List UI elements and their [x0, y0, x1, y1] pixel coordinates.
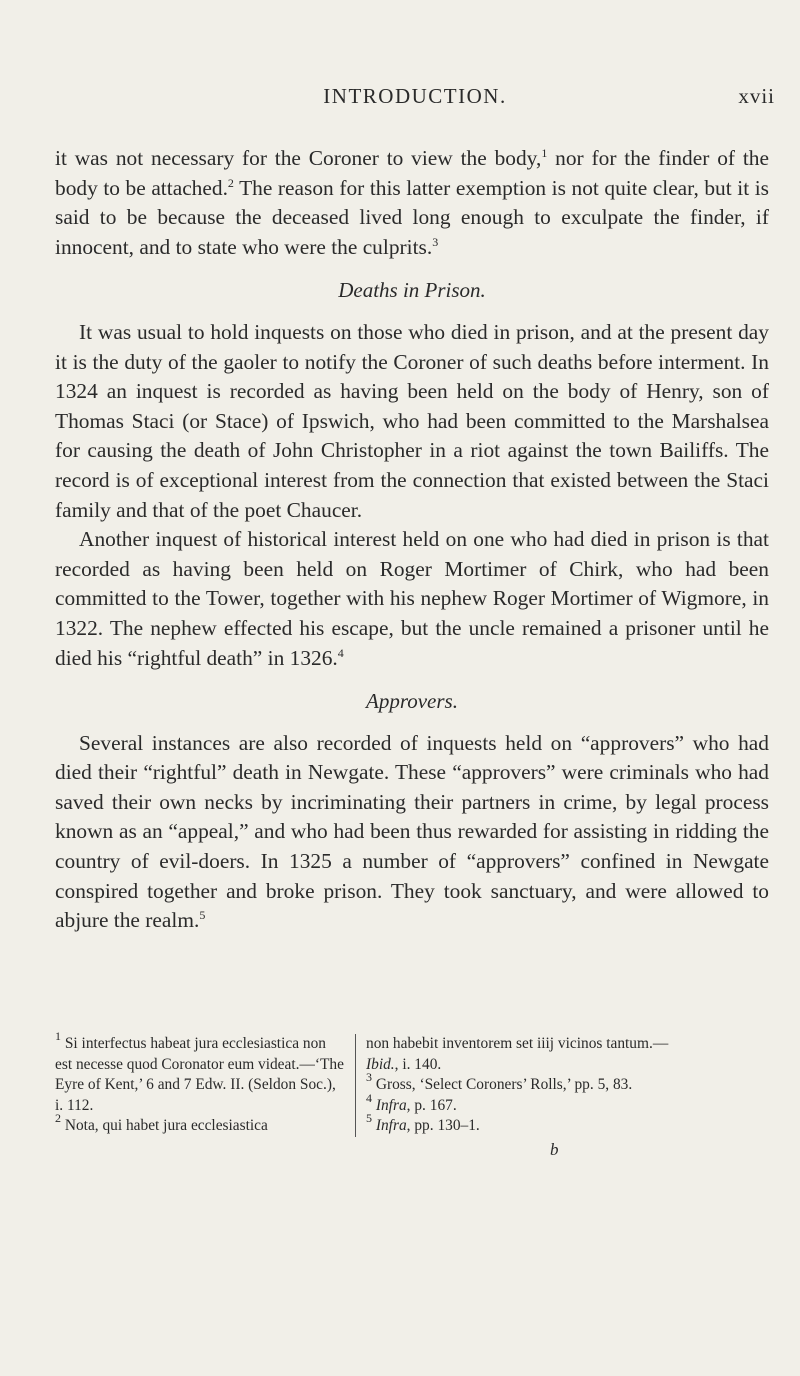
section-heading-approvers: Approvers.: [366, 689, 458, 714]
running-title: INTRODUCTION.: [323, 84, 507, 108]
footnote-1: $^1$ Si interfectus habeat jura ecclesiastica non est necesse quod Coronator eum videat.—‘The Eyre of Kent,’ 6 and 7 Edw. II. (Seldon Soc.), i. 112.: [55, 1029, 344, 1114]
signature-mark: b: [550, 1140, 559, 1159]
paragraph-2: It was usual to hold inquests on those who died in prison, and at the present day it is the duty of the gaoler to notify the Coroner of such deaths before interment. In 1324 an inquest is recorded as having been held on the body of Henry, son of Thomas Staci (or Stace) of Ipswich, who had been committed to the Marshalsea for causing the death of John Christopher in a riot against the town Bailiffs. The record is of exceptional interest from the connection that existed between the Staci family and that of the poet Chaucer.: [55, 319, 769, 522]
paragraph-4: Several instances are also recorded of inquests held on “approvers” who had died their “rightful” death in Newgate. These “approvers” were criminals who had saved their own necks by incriminating their partners in crime, by legal process known as an “appeal,” and who had been thus rewarded for assisting in ridding the country of evil-doers. In 1325 a number of “approvers” confined in Newgate conspired together and broke prison. They took sanctuary, and were allowed to abjure the realm.$^5$: [55, 730, 769, 933]
footnote-ref-1: 1: [541, 146, 548, 160]
footnotes-left-column: [55, 1029, 356, 1137]
footnote-4: $^4$ Infra, p. 167.: [366, 1090, 457, 1114]
footnote-ref-4: 4: [337, 645, 344, 660]
footnote-ref-2: 2: [227, 175, 234, 190]
page-number: xvii: [738, 84, 775, 108]
footnotes-right-column: [356, 1034, 686, 1137]
paragraph-1: it was not necessary for the Coroner to view the body,$^1$ nor for the finder of the body to be attached.$^2$ The reason for this latter exemption is not quite clear, but it is said to be because the deceased lived long enough to exculpate the finder, if innocent, and to state who were the culprits.$^3$: [55, 146, 769, 259]
footnote-2-continued: non habebit inventorem set iiij vicinos tantum.—Ibid., i. 140.: [366, 1035, 669, 1073]
footnote-5: $^5$ Infra, pp. 130–1.: [366, 1111, 480, 1134]
footnote-3: $^3$ Gross, ‘Select Coroners’ Rolls,’ pp. 5, 83.: [366, 1070, 633, 1093]
section-heading-deaths-in-prison: Deaths in Prison.: [338, 278, 486, 303]
footnote-ref-3: 3: [432, 234, 439, 249]
page-header: [55, 84, 775, 114]
footnotes: [55, 1029, 769, 1137]
main-text: [55, 144, 769, 936]
footnote-ref-5: 5: [199, 908, 206, 923]
paragraph-3: Another inquest of historical interest held on one who had died in prison is that recorded as having been held on Roger Mortimer of Chirk, who had been committed to the Tower, together with his nephew Roger Mortimer of Wigmore, in 1322. The nephew effected his escape, but the uncle remained a prisoner until he died his “rightful death” in 1326.$^4$: [55, 527, 769, 670]
footnote-2: $^2$ Nota, qui habet jura ecclesiastica: [55, 1111, 268, 1134]
